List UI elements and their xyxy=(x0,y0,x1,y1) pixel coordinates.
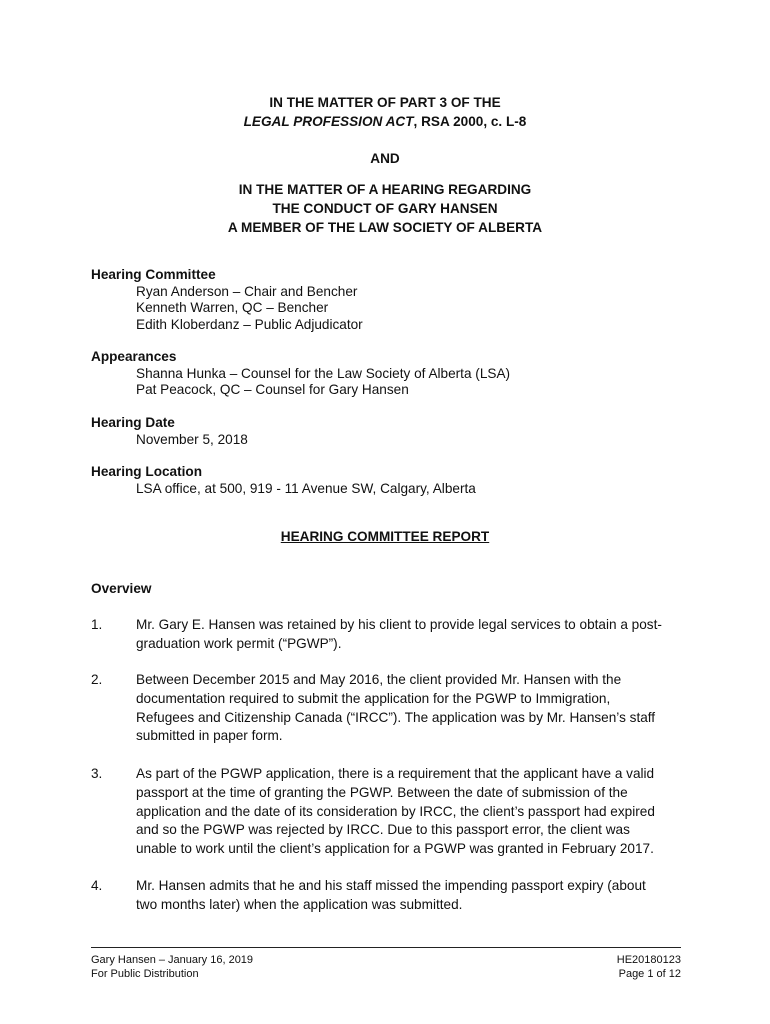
heading-line-2 xyxy=(0,112,770,131)
heading-line-6: A MEMBER OF THE LAW SOCIETY OF ALBERTA xyxy=(227,220,543,235)
hearing-date-value: November 5, 2018 xyxy=(136,431,248,447)
hearing-committee-section xyxy=(91,267,691,333)
footer-distribution: For Public Distribution xyxy=(91,968,199,980)
committee-member: Kenneth Warren, QC – Bencher xyxy=(136,300,329,315)
hearing-date-section xyxy=(91,415,691,448)
paragraph-1: 1. Mr. Gary E. Hansen was retained by his client to provide legal services to obtain a post- graduation work permit (“PGWP”). xyxy=(91,617,662,651)
section-label: Appearances xyxy=(91,349,177,364)
report-title: HEARING COMMITTEE REPORT xyxy=(280,529,490,544)
hearing-location-value: LSA office, at 500, 919 - 11 Avenue SW, Calgary, Alberta xyxy=(136,480,476,496)
and-heading: AND xyxy=(370,151,400,166)
footer-divider xyxy=(91,947,681,948)
paragraph-number: 4. xyxy=(91,878,103,893)
hearing-heading xyxy=(0,180,770,237)
hearing-location-section xyxy=(91,464,691,497)
footer-right xyxy=(480,953,681,981)
footer-file-number: HE20180123 xyxy=(616,954,681,966)
section-label: Hearing Committee xyxy=(91,267,216,282)
heading-line-5: THE CONDUCT OF GARY HANSEN xyxy=(272,201,498,216)
paragraph-number: 1. xyxy=(91,617,103,632)
matter-heading xyxy=(0,93,770,131)
paragraph-3: 3. As part of the PGWP application, there is a requirement that the applicant have a valid passport at the time of granting the PGWP. Between the date of submission of the application and the date of its consideration by IRCC, the client’s passport had expired and so the PGWP was rejected by IRCC. Due to this passport error, the client was unable to work until the client’s application for a PGWP was granted in February 2017. xyxy=(91,766,655,857)
paragraph-number: 2. xyxy=(91,672,103,687)
paragraph-4: 4. Mr. Hansen admits that he and his staff missed the impending passport expiry (about two months later) when the application was submitted. xyxy=(91,878,646,912)
heading-line-1: IN THE MATTER OF PART 3 OF THE xyxy=(269,95,501,110)
committee-member: Ryan Anderson – Chair and Bencher xyxy=(136,283,358,299)
act-citation: , RSA 2000, c. L-8 xyxy=(413,114,527,129)
paragraph-2: 2. Between December 2015 and May 2016, the client provided Mr. Hansen with the documentation required to submit the application for the PGWP to Immigration, Refugees and Citizenship Canada (“IRCC”). The application was by Mr. Hansen’s staff submitted in paper form. xyxy=(91,672,656,744)
section-label: Hearing Location xyxy=(91,464,203,479)
committee-member: Edith Kloberdanz – Public Adjudicator xyxy=(136,316,363,332)
appearance-entry: Shanna Hunka – Counsel for the Law Society of Alberta (LSA) xyxy=(136,365,511,381)
section-label: Hearing Date xyxy=(91,415,175,430)
footer-author-date: Gary Hansen – January 16, 2019 xyxy=(91,954,254,966)
overview-heading: Overview xyxy=(91,581,152,596)
appearance-entry: Pat Peacock, QC – Counsel for Gary Hansen xyxy=(136,382,409,397)
heading-line-4: IN THE MATTER OF A HEARING REGARDING xyxy=(238,182,532,197)
footer-left xyxy=(91,953,253,981)
footer-page-number: Page 1 of 12 xyxy=(618,968,681,980)
act-title: LEGAL PROFESSION ACT xyxy=(243,114,414,129)
appearances-section xyxy=(91,349,691,399)
paragraph-number: 3. xyxy=(91,766,103,781)
